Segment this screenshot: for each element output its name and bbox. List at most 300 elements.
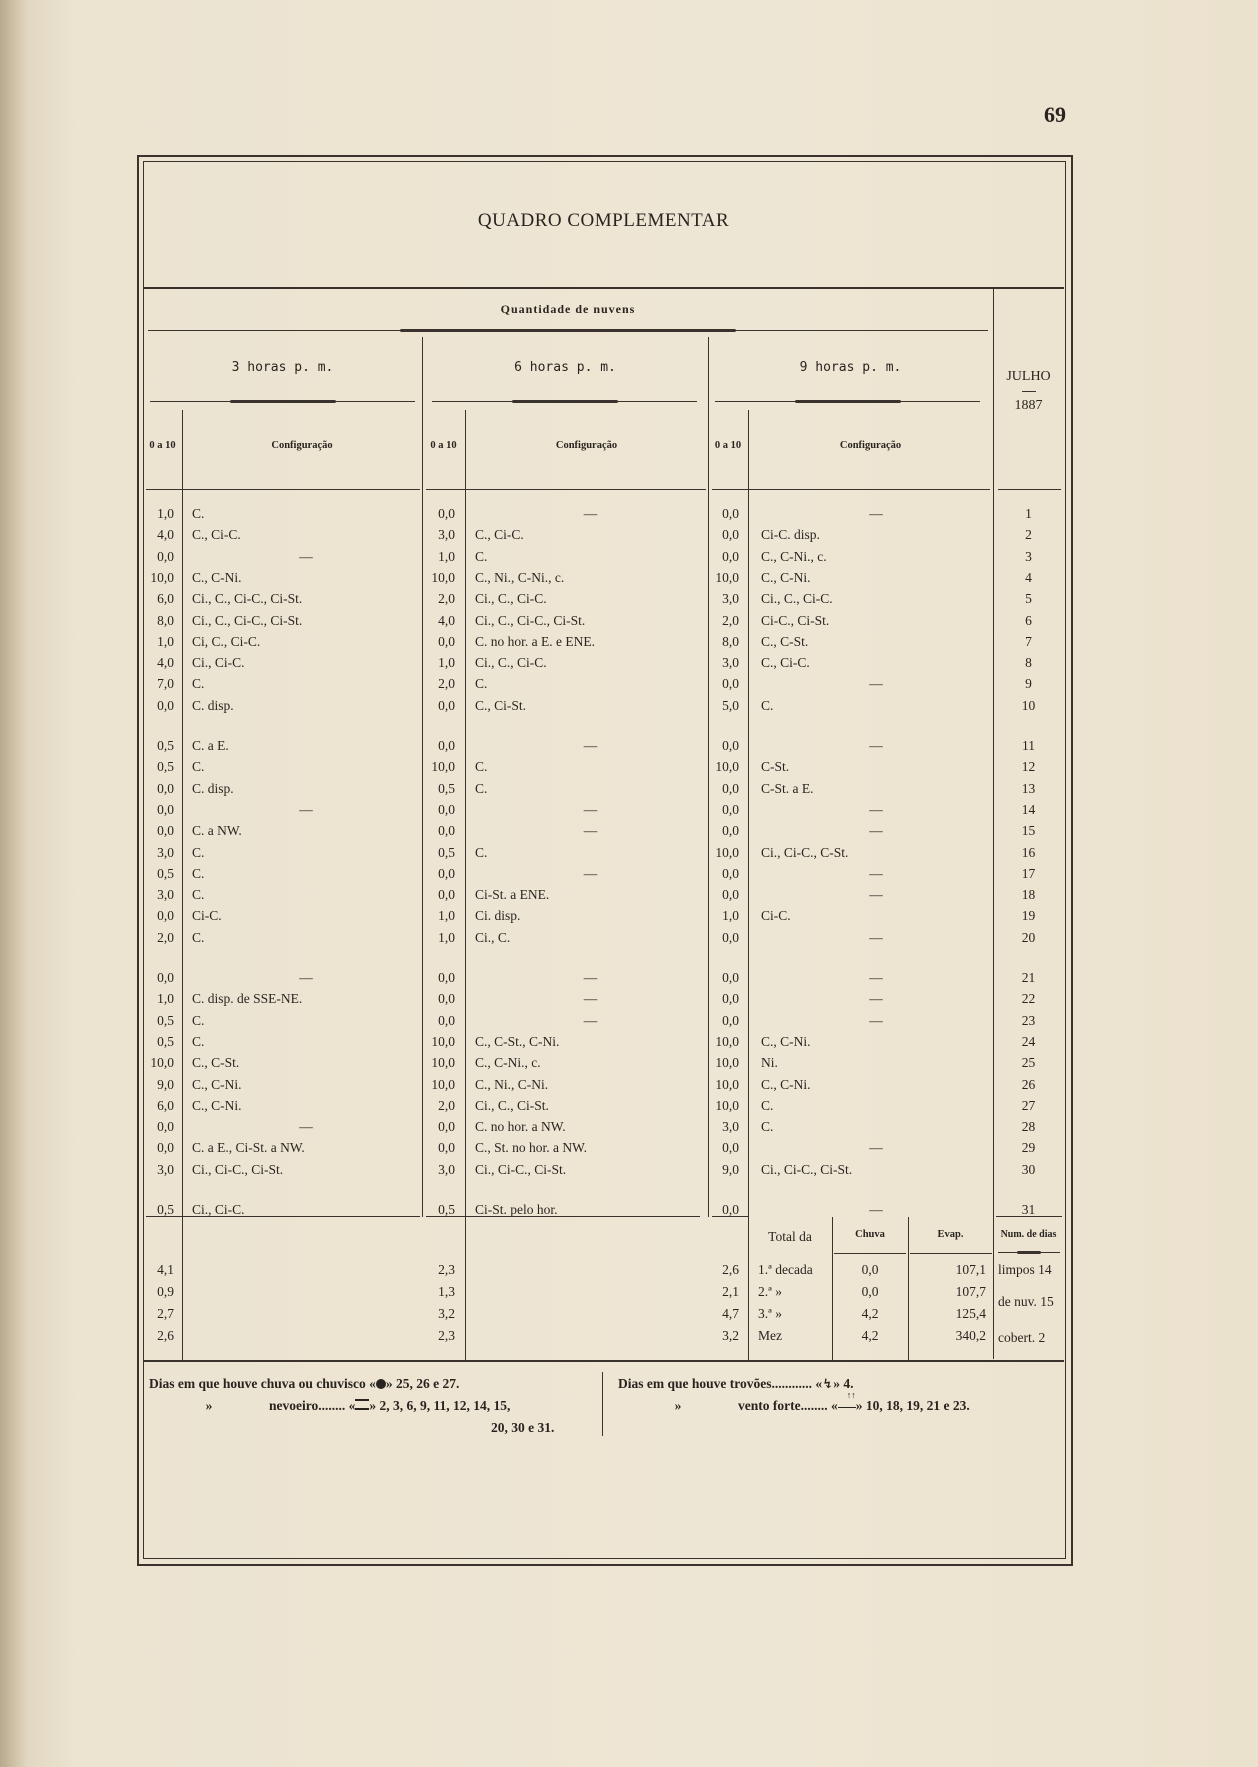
header-6pm: 6 horas p. m. xyxy=(514,360,616,375)
cloud-6pm: 0,0 xyxy=(438,991,455,1007)
cloud-6pm: 0,0 xyxy=(438,823,455,839)
cloud-6pm: 2,0 xyxy=(438,591,455,607)
cloud-9pm: 10,0 xyxy=(715,1033,739,1049)
config-6pm: C. xyxy=(475,844,488,860)
config-3pm: C., C-Ni. xyxy=(192,569,242,585)
config-6pm: C. no hor. a NW. xyxy=(475,1119,566,1135)
day-number: 19 xyxy=(1021,908,1036,924)
day-number: 1 xyxy=(1025,506,1032,521)
summary-avg-3pm: 2,6 xyxy=(157,1328,174,1343)
config-3pm: C. disp. de SSE-NE. xyxy=(192,991,303,1007)
cloud-9pm: 0,0 xyxy=(722,970,739,985)
config-9pm: C. xyxy=(761,697,774,713)
cloud-3pm: 0,5 xyxy=(157,1033,174,1049)
month-underline xyxy=(1022,391,1036,392)
day-number: 13 xyxy=(1021,780,1036,796)
cloud-9pm: 0,0 xyxy=(722,738,739,753)
summary-avg-6pm: 2,3 xyxy=(438,1262,455,1277)
config-3pm: C., C-Ni. xyxy=(192,1097,242,1113)
config-9pm: C., C-St. xyxy=(761,633,809,649)
cloud-6pm: 0,0 xyxy=(438,633,455,649)
cloud-3pm: 0,5 xyxy=(157,1202,174,1217)
day-number: 7 xyxy=(1025,633,1032,649)
summary-rain: 4,2 xyxy=(861,1306,879,1321)
summary-avg-6pm: 1,3 xyxy=(438,1284,455,1299)
header-rule-6pm xyxy=(426,489,706,490)
config-3pm: C. xyxy=(192,865,205,881)
cloud-9pm: 0,0 xyxy=(722,548,739,564)
config-3pm: C., C-St. xyxy=(192,1055,240,1071)
footer-rain-days: 25, 26 e 27. xyxy=(396,1376,460,1391)
config-3pm: C. disp. xyxy=(192,780,234,796)
summary-avg-6pm: 2,3 xyxy=(438,1328,455,1343)
config-3pm: C. xyxy=(192,929,205,945)
day-number: 9 xyxy=(1025,676,1032,692)
cloud-3pm: 0,5 xyxy=(157,865,174,881)
footer-rain xyxy=(149,1376,459,1392)
quote-open: « xyxy=(348,1398,356,1413)
day-number: 11 xyxy=(1022,738,1035,753)
cloud-6pm: 0,0 xyxy=(438,887,455,903)
scale-3pm: 0 a 10 xyxy=(149,440,176,451)
cloud-6pm: 10,0 xyxy=(431,1076,455,1092)
config-3pm: C. disp. xyxy=(192,697,234,713)
config-6pm: Ci-St. a ENE. xyxy=(475,887,550,903)
summary-avg-3pm: 2,7 xyxy=(157,1306,174,1321)
scale-9pm: 0 a 10 xyxy=(714,440,742,451)
cloud-3pm: 0,5 xyxy=(157,1012,174,1028)
cloud-6pm: 0,0 xyxy=(438,1012,455,1028)
cloud-3pm: 10,0 xyxy=(150,1055,174,1071)
config-6pm: — xyxy=(583,970,598,985)
config-6pm: C., C-St., C-Ni. xyxy=(475,1033,560,1049)
day-number: 18 xyxy=(1021,887,1036,903)
footer-fog xyxy=(149,1398,510,1414)
config-3pm: Ci., Ci-C. xyxy=(192,655,245,671)
config-9pm: — xyxy=(869,970,883,985)
cloud-9pm: 8,0 xyxy=(722,633,739,649)
config-3pm: Configuração xyxy=(271,440,333,451)
bottom-rule-9pm xyxy=(712,1216,748,1217)
cloud-9pm: 10,0 xyxy=(715,1097,739,1113)
config-9pm: Ci., C., Ci-C. xyxy=(761,591,833,607)
config-9pm: C. xyxy=(761,1097,774,1113)
config-3pm: C. xyxy=(192,676,205,692)
cloud-3pm: 0,0 xyxy=(157,697,174,713)
config-9pm: — xyxy=(869,887,883,903)
summary-total-header: Total da xyxy=(768,1229,812,1244)
cloud-3pm: 0,0 xyxy=(157,970,174,985)
config-6pm: C. xyxy=(475,548,488,564)
config-9pm: — xyxy=(869,801,883,817)
day-number: 16 xyxy=(1021,844,1036,860)
thunder-icon: ↯ xyxy=(822,1376,834,1391)
quote-open: « xyxy=(369,1376,376,1391)
summary-avg-9pm: 2,1 xyxy=(722,1284,739,1299)
bottom-rule-3pm xyxy=(146,1216,420,1217)
config-9pm: — xyxy=(869,865,883,881)
cloud-3pm: 2,0 xyxy=(157,929,174,945)
day-number: 8 xyxy=(1025,655,1032,671)
cloud-6pm: 1,0 xyxy=(438,929,455,945)
header-rule-9pm xyxy=(712,489,990,490)
cloud-3pm: 6,0 xyxy=(157,591,174,607)
cloud-9pm: 3,0 xyxy=(722,1119,739,1135)
summary-avg-3pm: 0,9 xyxy=(157,1284,174,1299)
page-number: 69 xyxy=(1044,102,1066,127)
config-6pm: — xyxy=(583,991,598,1007)
cloud-9pm: 0,0 xyxy=(722,780,739,796)
config-6pm: Ci., C. xyxy=(475,929,511,945)
config-3pm: Ci, C., Ci-C. xyxy=(192,633,261,649)
footer-fog-days-cont: 20, 30 e 31. xyxy=(491,1420,555,1435)
cloud-9pm: 3,0 xyxy=(722,655,739,671)
summary-period: 1.ª decada xyxy=(758,1262,813,1277)
summary-num-dias-header: Num. de dias xyxy=(1000,1229,1057,1240)
cloud-3pm: 0,0 xyxy=(157,1140,174,1156)
cloud-9pm: 0,0 xyxy=(722,1140,739,1156)
day-number: 10 xyxy=(1021,697,1036,713)
day-number: 24 xyxy=(1021,1033,1036,1049)
config-9pm: — xyxy=(869,991,883,1007)
day-number: 26 xyxy=(1021,1076,1036,1092)
cloud-6pm: 0,0 xyxy=(438,1119,455,1135)
footer-wind-days: 10, 18, 19, 21 e 23. xyxy=(865,1398,970,1413)
summary-evaporation: 107,7 xyxy=(955,1284,986,1299)
cloud-9pm: 10,0 xyxy=(715,844,739,860)
config-9pm: C., Ci-C. xyxy=(761,655,810,671)
cloud-6pm: 0,0 xyxy=(438,1140,455,1156)
config-9pm: C-St. a E. xyxy=(761,780,814,796)
config-9pm: Ci., Ci-C., C-St. xyxy=(761,844,849,860)
day-number: 30 xyxy=(1021,1161,1036,1177)
summary-avg-9pm: 3,2 xyxy=(722,1328,739,1343)
cloud-3pm: 4,0 xyxy=(157,527,174,543)
cloud-9pm: 5,0 xyxy=(722,697,739,713)
summary-avg-3pm: 4,1 xyxy=(157,1262,174,1277)
config-9pm: — xyxy=(869,676,883,692)
config-6pm: Ci., C., Ci-C., Ci-St. xyxy=(475,612,586,628)
summary-evaporation: 125,4 xyxy=(955,1306,986,1321)
config-9pm: Ni. xyxy=(761,1055,778,1071)
cloud-6pm: 2,0 xyxy=(438,676,455,692)
cloud-3pm: 0,0 xyxy=(157,1119,174,1135)
config-9pm: — xyxy=(869,1202,883,1217)
day-number: 21 xyxy=(1021,970,1036,985)
summary-rule-evap xyxy=(910,1253,992,1254)
config-6pm: — xyxy=(583,823,598,839)
cloud-3pm: 3,0 xyxy=(157,1161,174,1177)
config-9pm: — xyxy=(869,823,883,839)
day-number: 28 xyxy=(1021,1119,1036,1135)
config-9pm: Ci., Ci-C., Ci-St. xyxy=(761,1161,853,1177)
cloud-6pm: 1,0 xyxy=(438,908,455,924)
ditto-mark: » xyxy=(205,1398,213,1413)
day-number: 14 xyxy=(1021,801,1036,817)
config-6pm: Ci. disp. xyxy=(475,908,521,924)
col-divider-3-config xyxy=(182,410,183,1360)
cloud-9pm: 0,0 xyxy=(722,527,739,543)
cloud-3pm: 3,0 xyxy=(157,844,174,860)
cloud-3pm: 10,0 xyxy=(150,569,174,585)
footer-wind-label: vento forte........ xyxy=(738,1398,828,1413)
cloud-9pm: 10,0 xyxy=(715,1055,739,1071)
scale-6pm: 0 a 10 xyxy=(430,440,457,451)
summary-avg-6pm: 3,2 xyxy=(438,1306,455,1321)
cloud-3pm: 9,0 xyxy=(157,1076,174,1092)
config-6pm: C., Ni., C-Ni., c. xyxy=(475,569,565,585)
ditto-mark: » xyxy=(674,1398,682,1413)
config-9pm: C-St. xyxy=(761,759,790,775)
config-6pm: Ci., C., Ci-St. xyxy=(475,1097,549,1113)
summary-rain: 4,2 xyxy=(861,1328,879,1343)
cloud-9pm: 10,0 xyxy=(715,759,739,775)
wind-icon xyxy=(838,1399,856,1408)
day-number: 25 xyxy=(1021,1055,1036,1071)
cloud-6pm: 0,5 xyxy=(438,780,455,796)
days-cloudy: de nuv. 15 xyxy=(998,1294,1054,1309)
header-rule-3pm xyxy=(146,489,420,490)
cloud-3pm: 0,0 xyxy=(157,548,174,564)
config-9pm: Ci-C. disp. xyxy=(761,527,820,543)
cloud-6pm: 3,0 xyxy=(438,1161,455,1177)
config-6pm: C., Ni., C-Ni. xyxy=(475,1076,549,1092)
day-number: 15 xyxy=(1021,823,1036,839)
cloud-9pm: 0,0 xyxy=(722,991,739,1007)
bottom-rule-6pm xyxy=(426,1216,700,1217)
config-6pm: C., Ci-St. xyxy=(475,697,527,713)
day-number: 17 xyxy=(1021,865,1036,881)
config-6pm: Configuração xyxy=(555,440,618,451)
quote-close: » xyxy=(833,1376,840,1391)
config-3pm: C. a E. xyxy=(192,738,229,753)
cloud-6pm: 0,0 xyxy=(438,506,455,521)
config-3pm: Ci., C., Ci-C., Ci-St. xyxy=(192,612,303,628)
config-3pm: C. xyxy=(192,887,205,903)
summary-period: 2.ª » xyxy=(758,1284,782,1299)
config-6pm: — xyxy=(583,738,598,753)
fog-icon xyxy=(355,1399,369,1410)
config-3pm: C. xyxy=(192,506,205,521)
brace-9pm xyxy=(715,401,980,405)
config-6pm: C. xyxy=(475,780,488,796)
day-number: 29 xyxy=(1021,1140,1036,1156)
config-9pm: C., C-Ni., c. xyxy=(761,548,827,564)
config-6pm: C., St. no hor. a NW. xyxy=(475,1140,588,1156)
footer-fog-days: 2, 3, 6, 9, 11, 12, 14, 15, xyxy=(379,1398,511,1413)
bottom-rule-day xyxy=(996,1216,1062,1217)
config-9pm: C., C-Ni. xyxy=(761,1076,811,1092)
summary-period: Mez xyxy=(758,1328,782,1343)
cloud-9pm: 0,0 xyxy=(722,801,739,817)
cloud-6pm: 2,0 xyxy=(438,1097,455,1113)
config-6pm: Ci-St. pelo hor. xyxy=(475,1202,558,1217)
config-9pm: — xyxy=(869,738,883,753)
day-number: 31 xyxy=(1021,1202,1036,1217)
cloud-9pm: 0,0 xyxy=(722,823,739,839)
footer-fog-label: nevoeiro........ xyxy=(269,1398,346,1413)
cloud-3pm: 0,5 xyxy=(157,738,174,753)
config-9pm: C. xyxy=(761,1119,774,1135)
cloud-3pm: 4,0 xyxy=(157,655,174,671)
summary-avg-9pm: 2,6 xyxy=(722,1262,739,1277)
header-brace xyxy=(148,330,988,334)
config-6pm: — xyxy=(583,801,598,817)
footer-wind xyxy=(618,1398,970,1414)
config-3pm: Ci-C. xyxy=(192,908,222,924)
cloud-6pm: 0,0 xyxy=(438,738,455,753)
cloud-3pm: 1,0 xyxy=(157,506,174,521)
day-number: 20 xyxy=(1021,929,1036,945)
footer-col-divider xyxy=(602,1372,603,1436)
days-clear: limpos 14 xyxy=(998,1262,1052,1277)
title-divider xyxy=(143,287,1064,289)
cloud-3pm: 6,0 xyxy=(157,1097,174,1113)
config-6pm: C. xyxy=(475,676,488,692)
day-number: 2 xyxy=(1025,527,1032,543)
cloud-6pm: 0,0 xyxy=(438,970,455,985)
header-3pm: 3 horas p. m. xyxy=(231,360,334,375)
config-6pm: C. xyxy=(475,759,488,775)
summary-evap-header: Evap. xyxy=(937,1229,964,1240)
cloud-9pm: 9,0 xyxy=(722,1161,739,1177)
cloud-3pm: 0,0 xyxy=(157,908,174,924)
rain-icon xyxy=(376,1379,386,1389)
summary-chuva-header: Chuva xyxy=(855,1229,885,1240)
config-3pm: C., Ci-C. xyxy=(192,527,241,543)
cloud-9pm: 0,0 xyxy=(722,865,739,881)
config-6pm: Ci., C., Ci-C. xyxy=(475,655,547,671)
cloud-6pm: 1,0 xyxy=(438,548,455,564)
day-number: 3 xyxy=(1025,548,1032,564)
cloud-3pm: 0,0 xyxy=(157,801,174,817)
quote-open: « xyxy=(815,1376,823,1391)
config-3pm: — xyxy=(299,970,313,985)
cloud-6pm: 10,0 xyxy=(431,569,455,585)
page-title: QUADRO COMPLEMENTAR xyxy=(477,210,730,231)
footer-thunder xyxy=(618,1376,853,1392)
cloud-6pm: 0,5 xyxy=(438,844,455,860)
quote-close: » xyxy=(385,1376,393,1391)
cloud-6pm: 0,0 xyxy=(438,865,455,881)
cloud-9pm: 1,0 xyxy=(722,908,739,924)
config-3pm: C. xyxy=(192,1012,205,1028)
footer-rain-label: Dias em que houve chuva ou chuvisco xyxy=(149,1376,366,1391)
footer-divider xyxy=(143,1360,1064,1362)
config-3pm: C. xyxy=(192,844,205,860)
cloud-3pm: 1,0 xyxy=(157,633,174,649)
summary-evaporation: 107,1 xyxy=(955,1262,986,1277)
cloud-9pm: 0,0 xyxy=(722,887,739,903)
cloud-6pm: 0,0 xyxy=(438,801,455,817)
summary-rain: 0,0 xyxy=(861,1284,879,1299)
cloud-9pm: 0,0 xyxy=(722,1012,739,1028)
config-3pm: C., C-Ni. xyxy=(192,1076,242,1092)
day-number: 22 xyxy=(1021,991,1036,1007)
config-3pm: Ci., Ci-C. xyxy=(192,1202,245,1217)
cloud-9pm: 10,0 xyxy=(715,569,739,585)
header-year: 1887 xyxy=(1014,398,1043,413)
summary-avg-9pm: 4,7 xyxy=(722,1306,739,1321)
config-6pm: C. no hor. a E. e ENE. xyxy=(475,633,595,649)
day-number: 5 xyxy=(1025,591,1032,607)
summary-rule-chuva xyxy=(834,1253,906,1254)
config-3pm: C. xyxy=(192,759,205,775)
summary-days-brace xyxy=(998,1252,1060,1256)
header-rule-day xyxy=(998,489,1061,490)
quote-close: » xyxy=(855,1398,863,1413)
cloud-3pm: 3,0 xyxy=(157,887,174,903)
cloud-9pm: 0,0 xyxy=(722,929,739,945)
config-9pm: — xyxy=(869,929,883,945)
config-9pm: — xyxy=(869,1012,883,1028)
config-3pm: C. xyxy=(192,1033,205,1049)
cloud-3pm: 0,0 xyxy=(157,823,174,839)
summary-rain: 0,0 xyxy=(861,1262,879,1277)
config-6pm: — xyxy=(583,865,598,881)
cloud-9pm: 0,0 xyxy=(722,1202,739,1217)
config-9pm: C., C-Ni. xyxy=(761,569,811,585)
col-divider-6-config xyxy=(465,410,466,1360)
day-number: 4 xyxy=(1025,569,1032,585)
cloud-3pm: 8,0 xyxy=(157,612,174,628)
config-9pm: Ci-C., Ci-St. xyxy=(761,612,830,628)
cloud-6pm: 1,0 xyxy=(438,655,455,671)
config-6pm: C., C-Ni., c. xyxy=(475,1055,541,1071)
brace-6pm xyxy=(432,401,697,405)
config-3pm: — xyxy=(299,548,313,564)
cloud-3pm: 1,0 xyxy=(157,991,174,1007)
cloud-6pm: 10,0 xyxy=(431,1033,455,1049)
cloud-6pm: 0,5 xyxy=(438,1202,455,1217)
footer-thunder-label: Dias em que houve trovões............ xyxy=(618,1376,812,1391)
cloud-9pm: 2,0 xyxy=(722,612,739,628)
config-3pm: — xyxy=(299,801,313,817)
cloud-6pm: 10,0 xyxy=(431,1055,455,1071)
config-9pm: — xyxy=(869,506,883,521)
config-9pm: Configuração xyxy=(839,440,902,451)
config-6pm: — xyxy=(583,1012,598,1028)
day-number: 27 xyxy=(1021,1097,1036,1113)
cloud-6pm: 3,0 xyxy=(438,527,455,543)
config-9pm: C., C-Ni. xyxy=(761,1033,811,1049)
day-number: 23 xyxy=(1021,1012,1036,1028)
cloud-3pm: 7,0 xyxy=(157,676,174,692)
config-3pm: Ci., Ci-C., Ci-St. xyxy=(192,1161,284,1177)
cloud-6pm: 0,0 xyxy=(438,697,455,713)
config-6pm: Ci., C., Ci-C. xyxy=(475,591,547,607)
config-3pm: C. a E., Ci-St. a NW. xyxy=(192,1140,305,1156)
config-9pm: — xyxy=(869,1140,883,1156)
col-divider-9-config xyxy=(748,410,749,1360)
summary-evaporation: 340,2 xyxy=(955,1328,986,1343)
config-6pm: Ci., Ci-C., Ci-St. xyxy=(475,1161,567,1177)
config-6pm: — xyxy=(583,506,598,521)
quote-open: « xyxy=(830,1398,838,1413)
cloud-9pm: 3,0 xyxy=(722,591,739,607)
cloud-9pm: 0,0 xyxy=(722,506,739,521)
summary-period: 3.ª » xyxy=(758,1306,782,1321)
cloud-6pm: 4,0 xyxy=(438,612,455,628)
header-month: JULHO xyxy=(1006,369,1051,384)
book-spine xyxy=(0,0,28,1767)
footer-thunder-days: 4. xyxy=(843,1376,854,1391)
cloud-9pm: 10,0 xyxy=(715,1076,739,1092)
day-number: 6 xyxy=(1025,612,1032,628)
config-9pm: Ci-C. xyxy=(761,908,791,924)
cloud-9pm: 0,0 xyxy=(722,676,739,692)
config-3pm: — xyxy=(299,1119,313,1135)
